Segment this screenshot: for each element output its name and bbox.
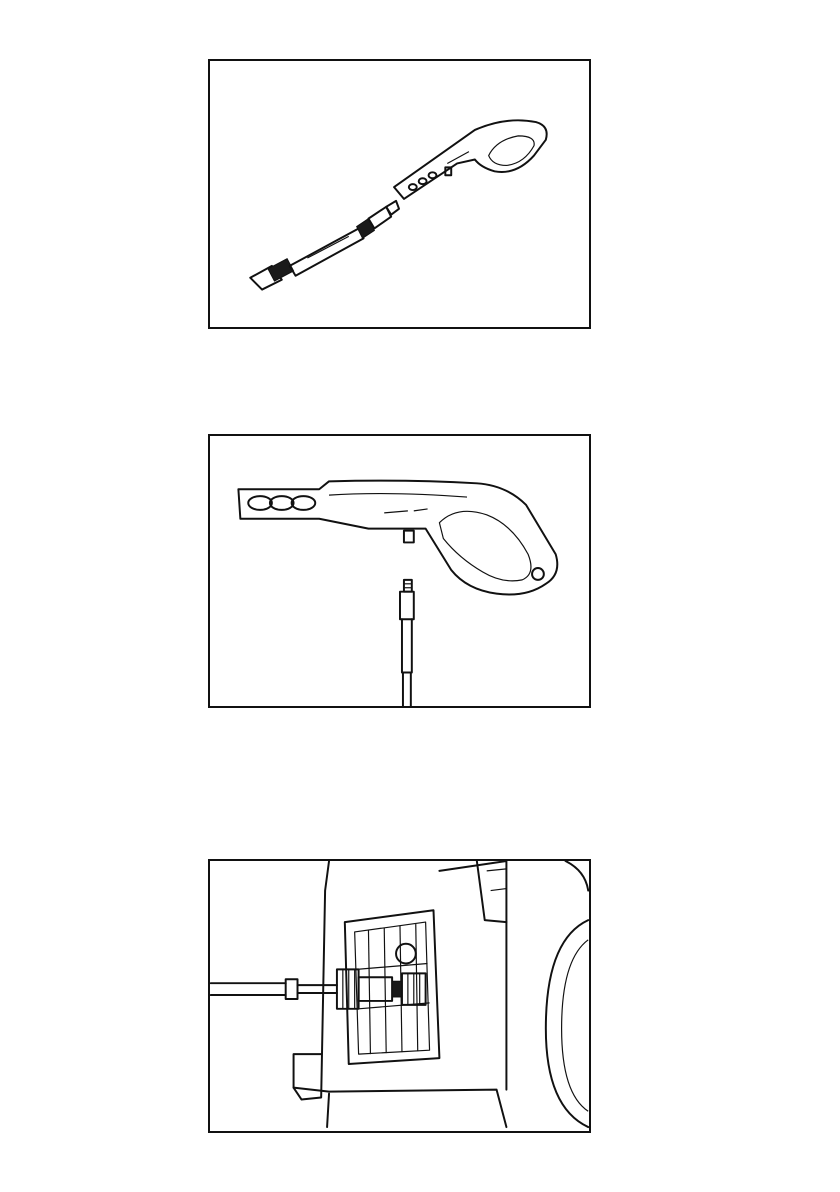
figure-handle-and-hose bbox=[208, 434, 591, 708]
lance-icon bbox=[250, 201, 399, 290]
hose-to-machine-illustration bbox=[210, 861, 589, 1131]
hose-connector-icon bbox=[400, 580, 414, 706]
spray-gun-handle-icon bbox=[238, 481, 557, 595]
spray-gun-handle-icon bbox=[394, 120, 547, 199]
hose-outlet-icon bbox=[211, 969, 426, 1008]
figure-hose-to-machine bbox=[208, 859, 591, 1133]
handle-and-hose-illustration bbox=[210, 436, 589, 706]
lance-and-handle-illustration bbox=[210, 61, 589, 327]
figure-lance-and-handle bbox=[208, 59, 591, 329]
